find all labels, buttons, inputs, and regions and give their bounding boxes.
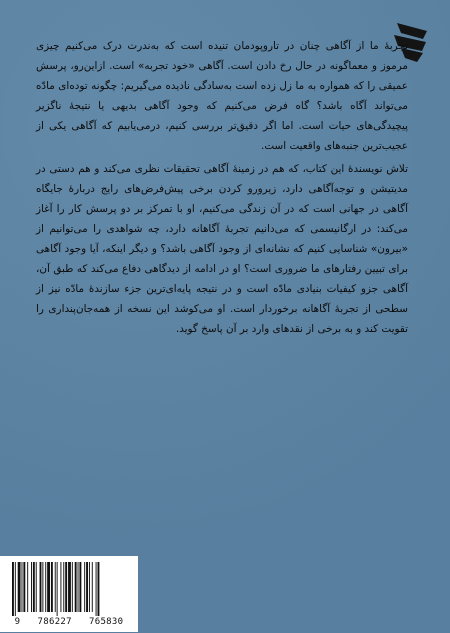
barcode-bar: [65, 562, 67, 612]
barcode-bar: [78, 562, 79, 612]
barcode-bar: [22, 562, 23, 612]
barcode-bar: [18, 562, 21, 612]
isbn-barcode: [0, 556, 138, 632]
barcode-bar: [23, 562, 25, 612]
barcode-bar: [96, 562, 97, 616]
barcode-bar: [60, 562, 61, 612]
barcode-bar: [36, 562, 37, 612]
barcode-bar: [75, 562, 77, 612]
blurb-paragraph-1: تجربهٔ ما از آگاهی چنان در تاروپودمان تنیده است که به‌ندرت درک می‌کنیم چیزی مرموز و معماگونه در حال رخ دادن است. آگاهی «خود تجربه» است. ازاین‌رو، پرسش عمیقی را که همواره به ما زل زده است به‌سادگی نادیده می‌گیریم: چگونه توده‌ای مادّه می‌تواند آگاه باشد؟ گاه فرض می‌کنیم که وجود آگاهی بدیهی یا نتیجهٔ ناگزیر پیچیدگی‌های حیات است. اما اگر دقیق‌تر بررسی کنیم، درمی‌یابیم که آگاهی یکی از عجیب‌ترین جنبه‌های واقعیت است.: [36, 40, 408, 152]
barcode-bars: [6, 562, 132, 618]
barcode-bar: [12, 562, 14, 616]
barcode-bar: [51, 562, 53, 612]
barcode-bar: [63, 562, 64, 612]
barcode-bar: [84, 562, 85, 612]
barcode-bar: [79, 562, 81, 612]
barcode-bar: [57, 562, 58, 616]
barcode-bar: [89, 562, 90, 612]
barcode-bar: [45, 562, 46, 612]
barcode-bar: [68, 562, 71, 612]
barcode-bar: [98, 562, 100, 616]
barcode-bar: [92, 562, 93, 612]
barcode-bar: [27, 562, 28, 612]
blurb-paragraph-2: تلاش نویسندهٔ این کتاب، که هم در زمینهٔ آگاهی تحقیقات نظری می‌کند و هم دستی در مدیتیشن و توجه‌آگاهی دارد، زیرورو کردن برخی پیش‌فرض‌های رایج دربارهٔ جایگاه آگاهی در جهانی است که در آن زندگی می‌کنیم، او با تمرکز بر دو پرسش کار را آغاز می‌کند: در ارگانیسمی که می‌دانیم تجربهٔ آگاهانه دارد، چه شواهدی را می‌توانیم از «بیرون» شناسایی کنیم که نشانه‌ای از وجود آگاهی باشد؟ و دیگر اینکه، آیا وجود آگاهی برای تبیین رفتارهای ما ضروری است؟ او در ادامه از دیدگاهی دفاع می‌کند که طبق آن، آگاهی جزو کیفیات بنیادی مادّه است و در نتیجه پایه‌ای‌ترین جزء سازندهٔ مادّه نیز از سطحی از تجربهٔ آگاهانه برخوردار است. او می‌کوشد این نسخه از همه‌جان‌پنداری را تقویت کند و به برخی از نقدهای وارد بر آن پاسخ گوید.: [36, 163, 408, 335]
barcode-bar: [15, 562, 16, 616]
barcode-bar: [55, 562, 56, 612]
isbn-digits: 9 786227 765830: [14, 617, 124, 627]
barcode-bar: [33, 562, 35, 612]
barcode-bar: [31, 562, 32, 612]
barcode-bar: [72, 562, 73, 612]
barcode-bar: [42, 562, 43, 612]
barcode-bar: [86, 562, 88, 612]
barcode-bar: [47, 562, 50, 612]
back-cover-blurb: [36, 36, 408, 339]
barcode-bar: [40, 562, 42, 612]
